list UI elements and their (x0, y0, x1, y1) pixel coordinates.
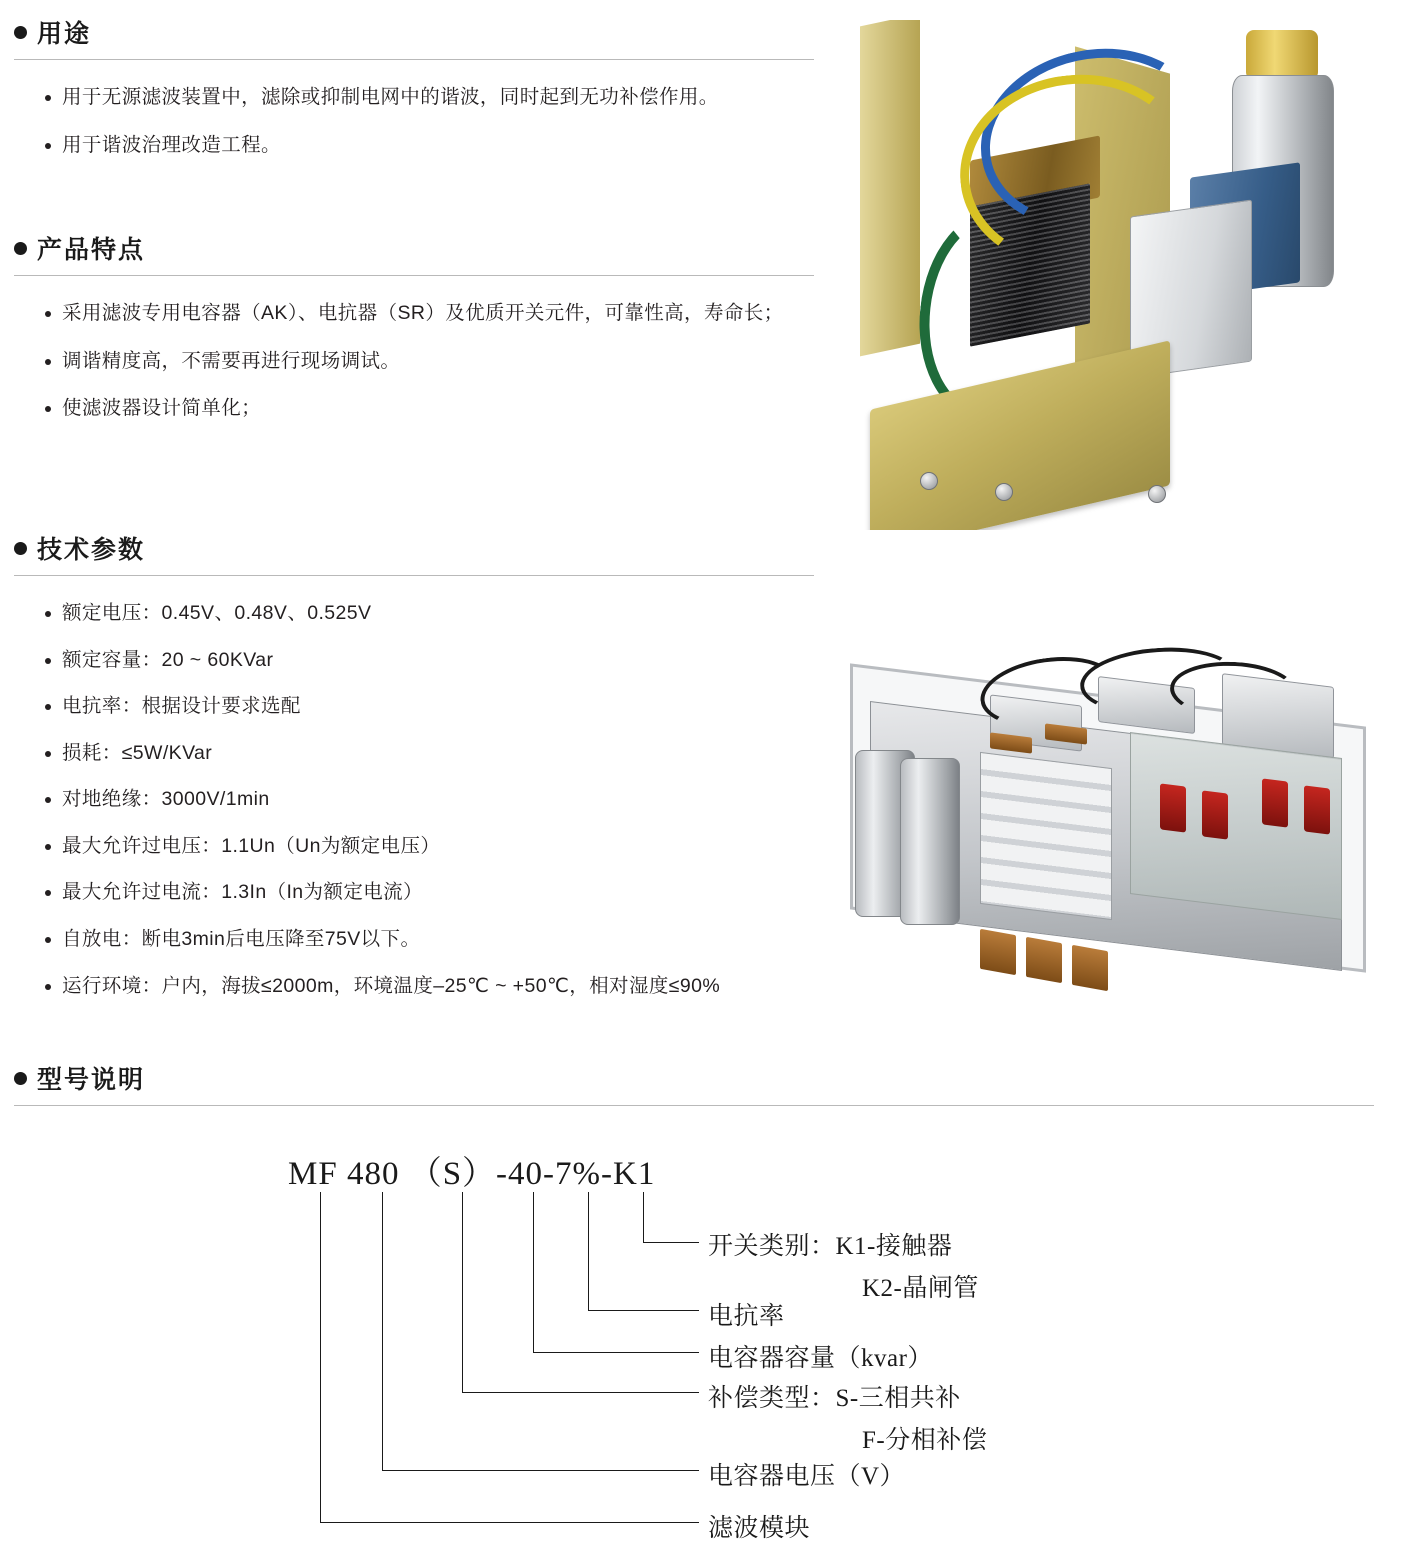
list-item: 电抗率：根据设计要求选配 (38, 691, 814, 723)
list-item: 使滤波器设计简单化； (38, 393, 814, 425)
model-label-reactance-rate: 电抗率 (708, 1303, 785, 1330)
thyristor-module (1262, 778, 1288, 827)
list-item: 最大允许过电流：1.3In（In为额定电流） (38, 877, 814, 909)
divider (14, 575, 814, 576)
list-item: 自放电：断电3min后电压降至75V以下。 (38, 924, 814, 956)
bullet-icon (14, 242, 27, 255)
terminal-block (980, 752, 1112, 920)
list-item: 最大允许过电压：1.1Un（Un为额定电压） (38, 831, 814, 863)
usage-list (14, 82, 814, 161)
capacitor-top-cap (1246, 30, 1318, 80)
model-label-comp-type: 补偿类型：S-三相共补 (708, 1385, 961, 1412)
specs-list (14, 598, 814, 1002)
model-label-switch-type: 开关类别：K1-接触器 (708, 1233, 953, 1260)
photo-reactor-module (860, 20, 1360, 530)
section-title: 技术参数 (37, 536, 146, 564)
thyristor-module (1202, 790, 1228, 839)
thyristor-module (1304, 785, 1330, 834)
model-label-comp-type-2: F-分相补偿 (862, 1427, 988, 1454)
bolt-icon (920, 472, 938, 490)
section-title: 用途 (37, 20, 92, 48)
section-usage-heading (14, 14, 814, 50)
bullet-icon (14, 26, 27, 39)
thyristor-module (1160, 783, 1186, 832)
section-features-heading (14, 230, 814, 266)
features-list (14, 298, 814, 425)
section-title: 型号说明 (37, 1066, 146, 1094)
section-specs-heading (14, 530, 814, 566)
section-specs (14, 530, 814, 1017)
list-item: 额定容量：20 ~ 60KVar (38, 645, 814, 677)
copper-busbar (1072, 945, 1108, 991)
model-label-cap-capacity: 电容器容量（kvar） (708, 1345, 933, 1372)
copper-busbar (980, 929, 1016, 975)
bullet-icon (14, 1072, 27, 1085)
list-item: 运行环境：户内，海拔≤2000m，环境温度–25℃ ~ +50℃，相对湿度≤90% (38, 971, 814, 1003)
model-label-switch-type-2: K2-晶闸管 (862, 1275, 979, 1302)
list-item: 用于谐波治理改造工程。 (38, 130, 814, 162)
photo-filter-assembly (830, 640, 1390, 1010)
list-item: 额定电压：0.45V、0.48V、0.525V (38, 598, 814, 630)
bolt-icon (1148, 485, 1166, 503)
leader-line-module (320, 1192, 699, 1523)
list-item: 对地绝缘：3000V/1min (38, 784, 814, 816)
divider (14, 59, 814, 60)
section-model (14, 1060, 1374, 1106)
list-item: 采用滤波专用电容器（AK）、电抗器（SR）及优质开关元件，可靠性高，寿命长； (38, 298, 792, 330)
bolt-icon (995, 483, 1013, 501)
list-item: 损耗：≤5W/KVar (38, 738, 814, 770)
model-label-cap-voltage: 电容器电压（V） (708, 1463, 906, 1490)
divider (14, 1105, 1374, 1106)
model-label-filter-module: 滤波模块 (708, 1515, 811, 1542)
copper-busbar (1026, 937, 1062, 983)
section-title: 产品特点 (37, 236, 146, 264)
section-usage (14, 14, 814, 177)
list-item: 调谐精度高，不需要再进行现场调试。 (38, 346, 814, 378)
section-model-heading (14, 1060, 1374, 1096)
divider (14, 275, 814, 276)
bullet-icon (14, 542, 27, 555)
capacitor-cylinder (900, 758, 960, 925)
section-features (14, 230, 814, 441)
model-code: MF 480 （S）-40-7%-K1 (288, 1156, 656, 1192)
list-item: 用于无源滤波装置中，滤除或抑制电网中的谐波，同时起到无功补偿作用。 (38, 82, 814, 114)
mounting-bracket (860, 20, 920, 356)
